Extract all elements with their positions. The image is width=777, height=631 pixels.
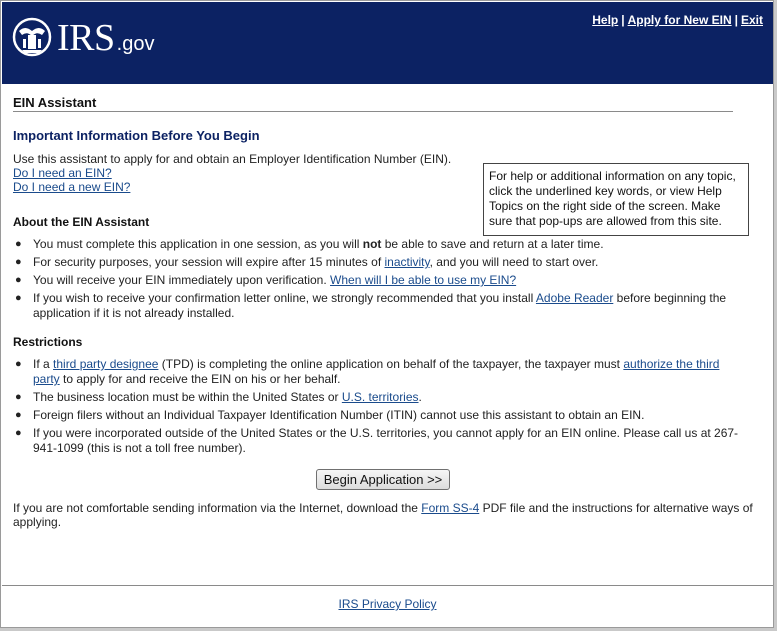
begin-button-wrap — [13, 469, 753, 490]
item-text: (TPD) is completing the online application on behalf of the taxpayer, the taxpayer must — [158, 357, 624, 371]
list-item — [13, 357, 743, 387]
adobe-reader-link[interactable]: Adobe Reader — [535, 291, 614, 305]
main-content — [13, 95, 761, 529]
item-text: If a — [33, 357, 54, 371]
footer — [2, 597, 773, 611]
restrictions-heading: Restrictions — [13, 335, 83, 349]
list-item — [13, 255, 743, 270]
us-territories-link[interactable]: U.S. territories — [341, 390, 419, 404]
about-heading: About the EIN Assistant — [13, 215, 150, 229]
item-text: You will receive your EIN immediately upon verification. — [33, 273, 331, 287]
apply-new-ein-link[interactable]: Apply for New EIN — [627, 13, 732, 27]
item-text: . — [418, 390, 422, 404]
logo-irs-text: IRS — [57, 17, 115, 59]
third-party-designee-link[interactable]: third party designee — [53, 357, 159, 371]
item-text: before beginning the application if it is not already installed. — [33, 291, 727, 320]
about-list — [13, 237, 761, 321]
privacy-policy-link[interactable]: IRS Privacy Policy — [338, 597, 437, 611]
list-item — [13, 426, 743, 456]
need-new-ein-link[interactable]: Do I need a new EIN? — [13, 180, 131, 194]
inactivity-link[interactable]: inactivity — [384, 255, 430, 269]
list-item — [13, 237, 743, 252]
begin-application-button[interactable]: Begin Application >> — [316, 469, 451, 490]
item-bold-text: not — [362, 237, 382, 251]
when-use-ein-link[interactable]: When will I be able to use my EIN? — [330, 273, 517, 287]
alt-text-part: If you are not comfortable sending information via the Internet, download the — [13, 501, 422, 515]
item-text: The business location must be within the United States or — [33, 390, 342, 404]
bullet-icon: ● — [15, 409, 22, 421]
section-title: Important Information Before You Begin — [13, 128, 260, 143]
need-ein-link[interactable]: Do I need an EIN? — [13, 166, 112, 180]
alternative-text — [13, 501, 758, 529]
top-links — [592, 13, 763, 27]
list-item — [13, 291, 743, 321]
list-item — [13, 408, 743, 423]
item-text: , and you will need to start over. — [429, 255, 599, 269]
authorize-third-party-link[interactable]: authorize the third party — [33, 357, 720, 386]
bullet-icon: ● — [15, 391, 22, 403]
site-header — [2, 2, 773, 84]
link-separator: | — [734, 13, 738, 27]
item-text: For security purposes, your session will expire after 15 minutes of — [33, 255, 385, 269]
item-text: If you wish to receive your confirmation letter online, we strongly recommended that you install — [33, 291, 536, 305]
eagle-icon — [11, 17, 53, 57]
bullet-icon: ● — [15, 238, 22, 250]
item-text: to apply for and receive the EIN on his or her behalf. — [59, 372, 341, 386]
logo-gov-text: .gov — [116, 33, 155, 55]
help-link[interactable]: Help — [592, 13, 619, 27]
item-text: You must complete this application in one session, as you will — [33, 237, 363, 251]
list-item — [13, 390, 743, 405]
item-text: be able to save and return at a later time. — [381, 237, 604, 251]
footer-divider — [2, 585, 773, 586]
item-text: Foreign filers without an Individual Taxpayer Identification Number (ITIN) cannot use this assistant to obtain an EIN. — [33, 408, 645, 422]
intro-text: Use this assistant to apply for and obtain an Employer Identification Number (EIN). — [13, 152, 452, 166]
page-title: EIN Assistant — [13, 95, 733, 112]
bullet-icon: ● — [15, 256, 22, 268]
link-separator: | — [621, 13, 625, 27]
irs-logo[interactable] — [11, 17, 154, 57]
bullet-icon: ● — [15, 427, 22, 439]
list-item — [13, 273, 743, 288]
help-info-box: For help or additional information on any topic, click the underlined key words, or view Help Topics on the right side of the screen. Make sure that pop-ups are allowed from this site. — [483, 163, 749, 236]
bullet-icon: ● — [15, 274, 22, 286]
bullet-icon: ● — [15, 358, 22, 370]
restrictions-list — [13, 357, 761, 456]
alt-text-part: PDF file and the instructions for alternative ways of applying. — [13, 501, 753, 529]
bullet-icon: ● — [15, 292, 22, 304]
form-ss4-link[interactable]: Form SS-4 — [421, 501, 480, 515]
exit-link[interactable]: Exit — [740, 13, 763, 27]
item-text: If you were incorporated outside of the United States or the U.S. territories, you cannot apply for an EIN online. Please call us at 267-941-1099 (this is not a toll free number). — [33, 426, 739, 455]
